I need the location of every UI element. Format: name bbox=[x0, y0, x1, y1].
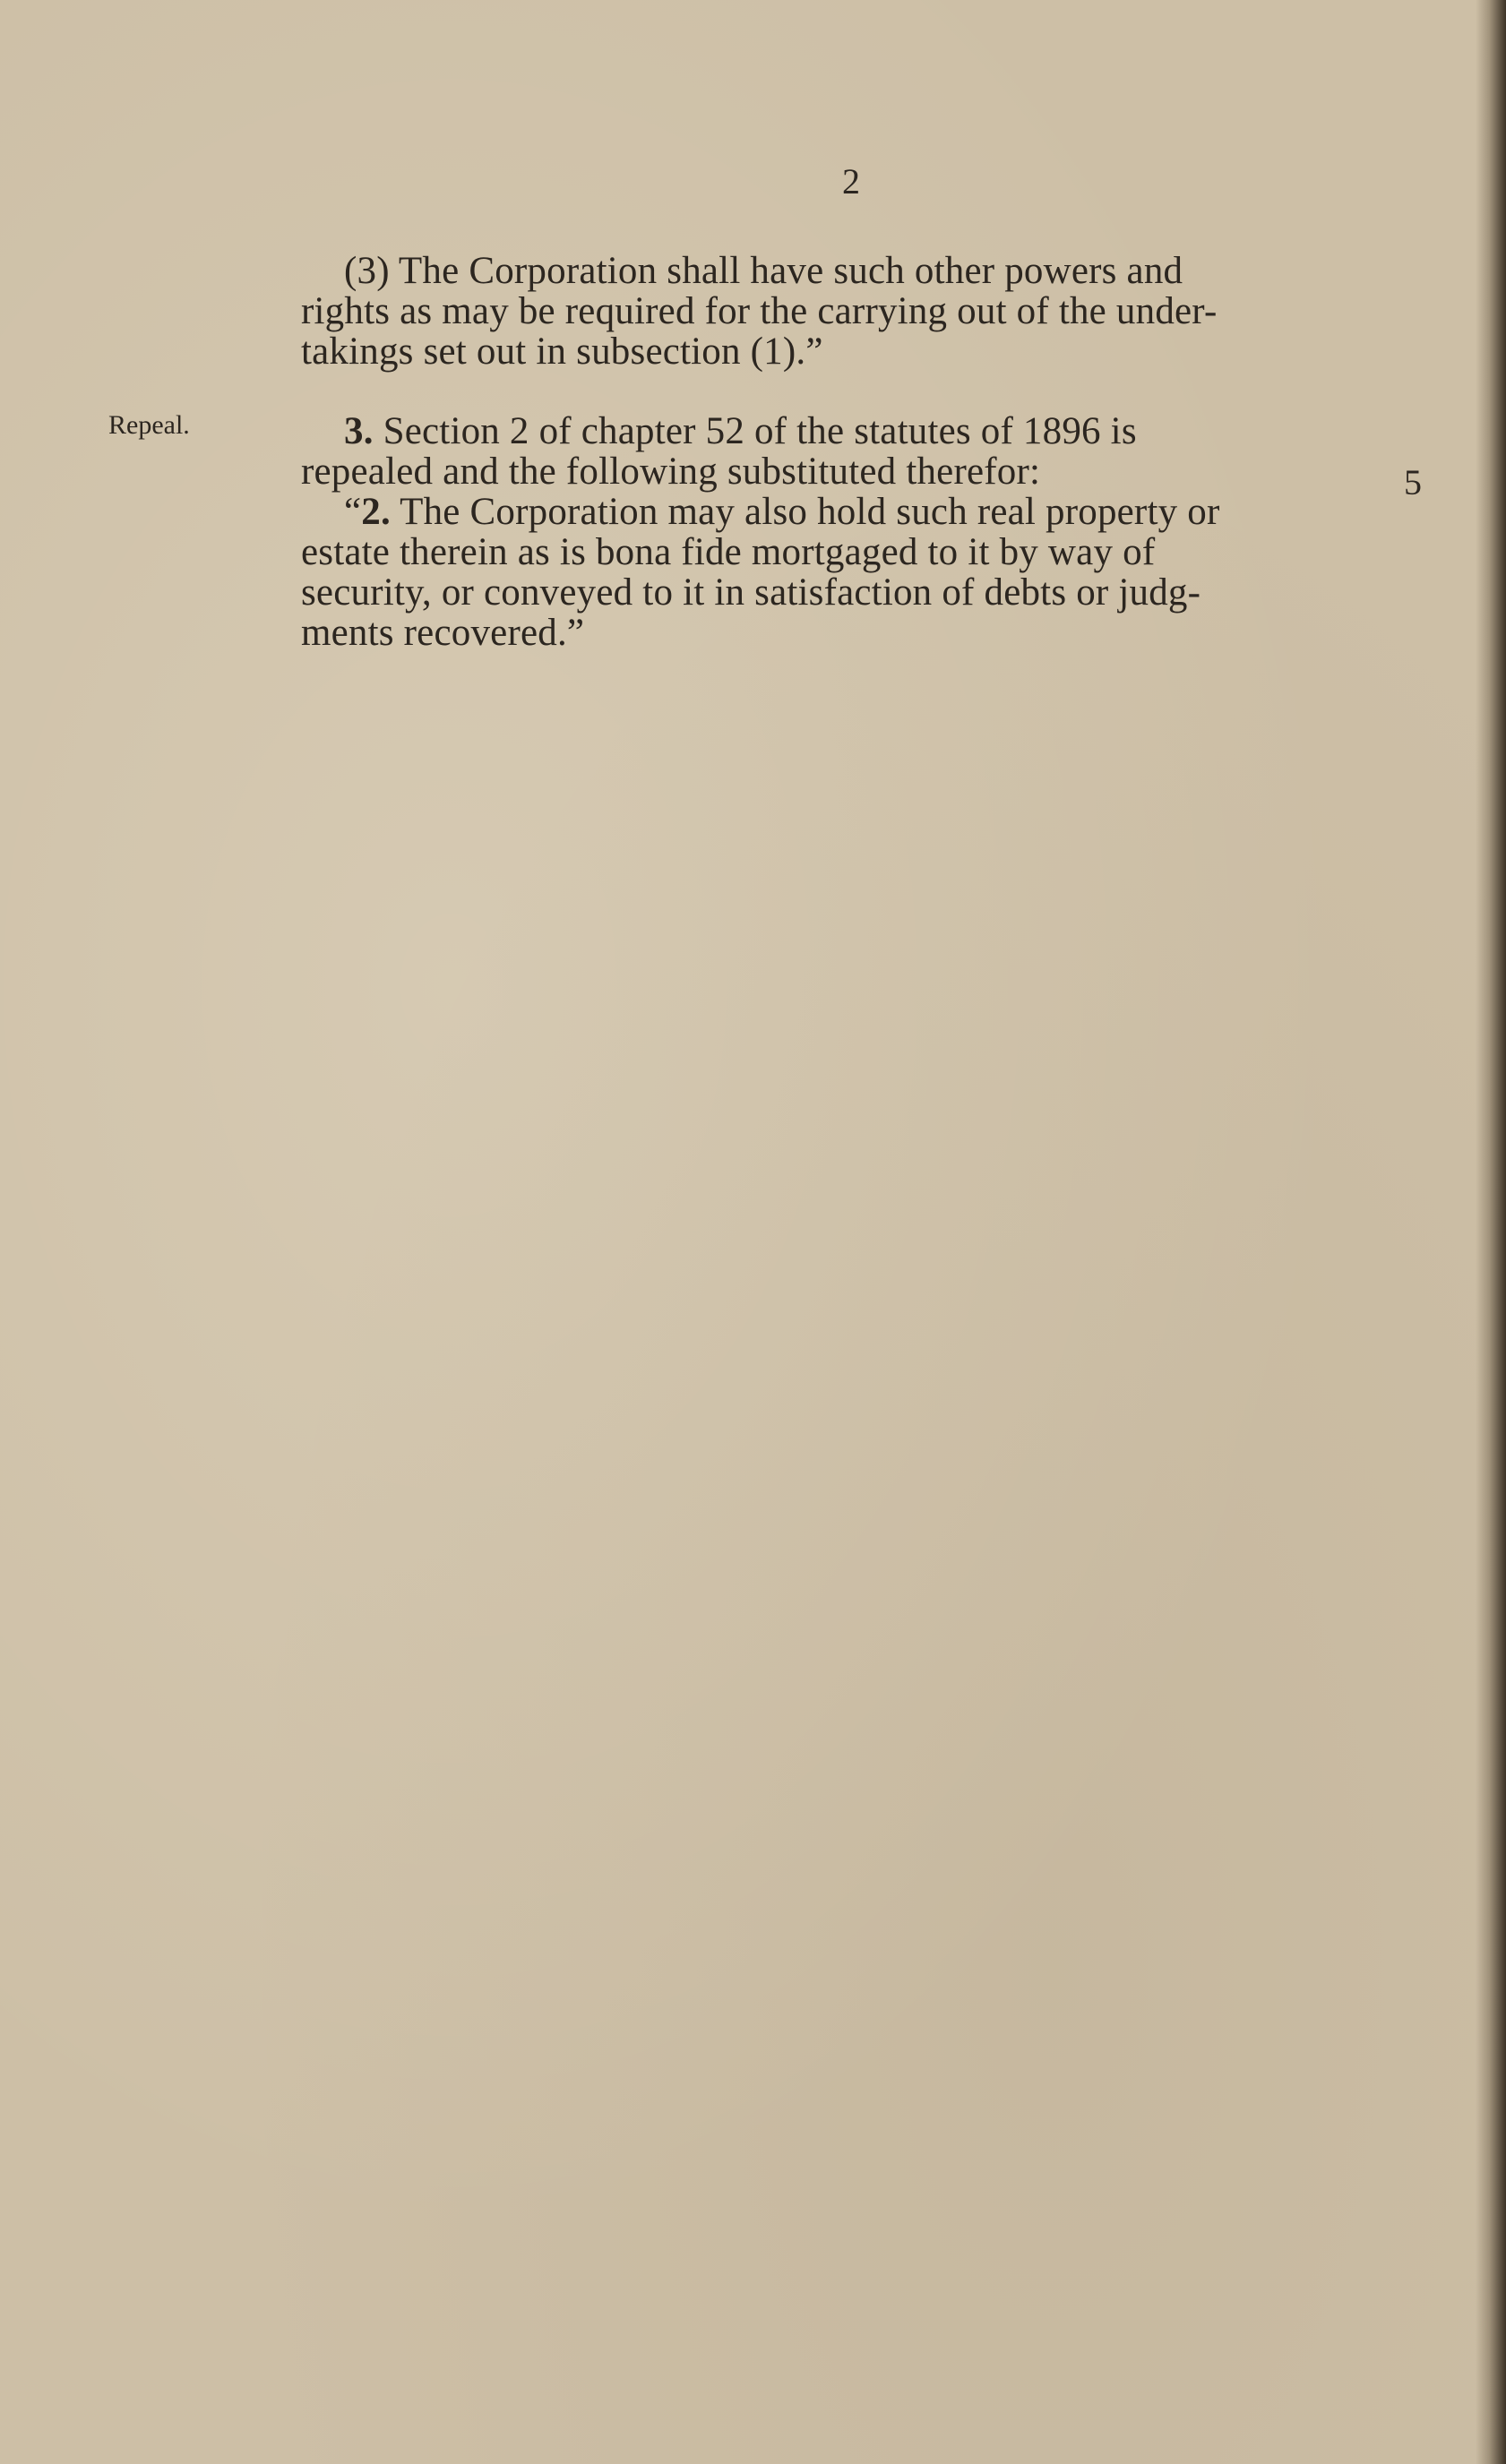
open-quote: “ bbox=[344, 491, 362, 533]
line-number: 5 bbox=[1404, 462, 1422, 502]
paragraph-line: (3) The Corporation shall have such other powers and bbox=[344, 250, 1183, 292]
section-line: ments recovered.” bbox=[301, 612, 585, 654]
quoted-section-text: The Corporation may also hold such real property or bbox=[390, 491, 1220, 533]
paragraph-line: rights as may be required for the carrying out of the under- bbox=[301, 290, 1218, 332]
section-number: 3. bbox=[344, 410, 374, 452]
paragraph-subsection-3 bbox=[301, 251, 1369, 372]
section-heading-line bbox=[301, 411, 1369, 451]
section-line: security, or conveyed to it in satisfaction of debts or judg- bbox=[301, 571, 1201, 614]
quoted-section-line bbox=[301, 492, 1369, 532]
section-line: estate therein as is bona fide mortgaged to it by way of bbox=[301, 531, 1156, 573]
paragraph-line: takings set out in subsection (1).” bbox=[301, 331, 823, 373]
section-text: Section 2 of chapter 52 of the statutes of 1896 is bbox=[373, 410, 1137, 452]
page-spine-shadow bbox=[1476, 0, 1506, 2464]
margin-note-repeal: Repeal. bbox=[108, 410, 190, 440]
section-line: repealed and the following substituted therefor: bbox=[301, 451, 1041, 493]
page-number: 2 bbox=[842, 161, 860, 202]
quoted-section-number: 2. bbox=[361, 491, 391, 533]
section-3-repeal bbox=[301, 411, 1369, 653]
